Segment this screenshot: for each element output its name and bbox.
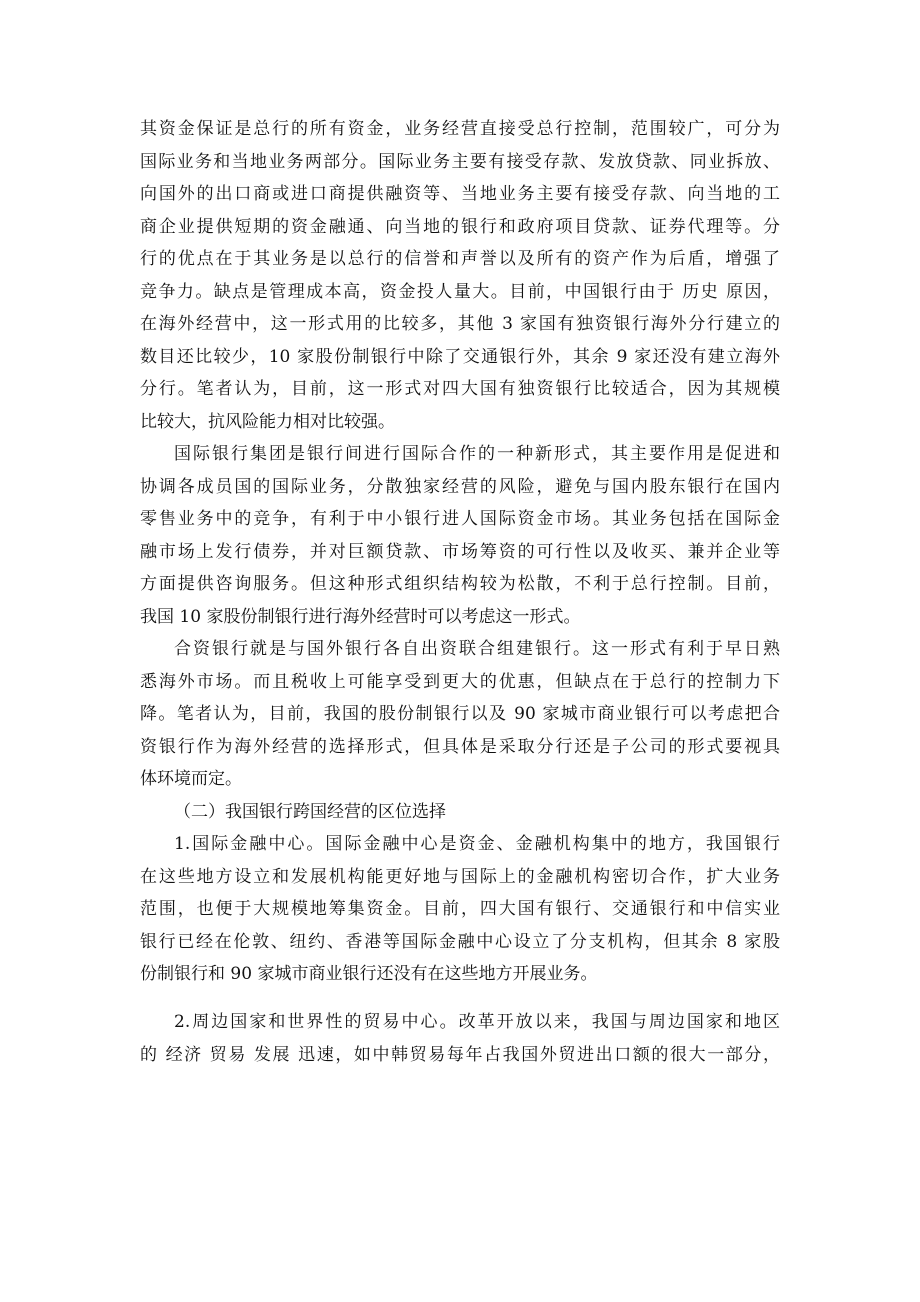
text-line: 资银行作为海外经营的选择形式，但具体是采取分行还是子公司的形式要视具 [140,736,780,757]
paragraph-banking-group [140,438,780,633]
text-line: 向国外的出口商或进口商提供融资等、当地业务主要有接受存款、向当地的工 [140,184,780,204]
text-line: 融市场上发行债券，并对巨额贷款、市场筹资的可行性以及收买、兼并企业等 [140,541,780,562]
paragraph-joint-venture [140,633,780,796]
text-line: 体环境而定。 [140,769,242,789]
text-line: 分行。笔者认为，目前，这一形式对四大国有独资银行比较适合，因为其规模 [140,379,780,399]
text-line: 范围，也便于大规模地筹集资金。目前，四大国有银行、交通银行和中信实业 [140,899,780,919]
text-line: 份制银行和 90 家城市商业银行还没有在这些地方开展业务。 [140,964,598,984]
text-line: 国际银行集团是银行间进行国际合作的一种新形式，其主要作用是促进和 [174,444,780,464]
text-line: 零售业务中的竞争，有利于中小银行进人国际资金市场。其业务包括在国际金 [140,509,780,529]
text-line: 国际业务和当地业务两部分。国际业务主要有接受存款、发放贷款、同业拆放、 [140,151,780,172]
paragraph-branch-form [140,113,780,438]
text-line: 在海外经营中，这一形式用的比较多，其他 3 家国有独资银行海外分行建立的 [140,314,780,334]
text-line: 协调各成员国的国际业务，分散独家经营的风险，避免与国内股东银行在国内 [140,476,780,497]
text-line: 在这些地方设立和发展机构能更好地与国际上的金融机构密切合作，扩大业务 [140,866,780,887]
text-line: 我国 10 家股份制银行进行海外经营时可以考虑这一形式。 [140,606,581,627]
text-line: 数目还比较少，10 家股份制银行中除了交通银行外，其余 9 家还没有建立海外 [140,346,780,367]
text-line: 的 经济 贸易 发展 迅速，如中韩贸易每年占我国外贸进出口额的很大一部分， [140,1044,780,1065]
text-line: 1.国际金融中心。国际金融中心是资金、金融机构集中的地方，我国银行 [174,834,780,854]
text-line: 比较大，抗风险能力相对比较强。 [140,411,395,432]
section-heading [140,796,780,829]
text-line: 2.周边国家和世界性的贸易中心。改革开放以来，我国与周边国家和地区 [174,1012,780,1032]
text-line: 竞争力。缺点是管理成本高，资金投人量大。目前，中国银行由于 历史 原因， [140,281,780,302]
text-line: 商企业提供短期的资金融通、向当地的银行和政府项目贷款、证券代理等。分 [140,216,780,237]
heading-text: （二）我国银行跨国经营的区位选择 [174,802,446,822]
text-line: 方面提供咨询服务。但这种形式组织结构较为松散，不利于总行控制。目前， [140,574,780,594]
paragraph-trade-centers [140,1006,780,1071]
text-line: 降。笔者认为，目前，我国的股份制银行以及 90 家城市商业银行可以考虑把合 [140,704,780,724]
text-line: 行的优点在于其业务是以总行的信誉和声誉以及所有的资产作为后盾，增强了 [140,249,780,269]
text-line: 银行已经在伦敦、纽约、香港等国际金融中心设立了分支机构，但其余 8 家股 [140,931,780,952]
paragraph-financial-centers [140,828,780,991]
text-line: 其资金保证是总行的所有资金，业务经营直接受总行控制，范围较广，可分为 [140,119,780,139]
text-line: 合资银行就是与国外银行各自出资联合组建银行。这一形式有利于早日熟 [174,639,780,659]
text-line: 悉海外市场。而且税收上可能享受到更大的优惠，但缺点在于总行的控制力下 [140,671,780,692]
